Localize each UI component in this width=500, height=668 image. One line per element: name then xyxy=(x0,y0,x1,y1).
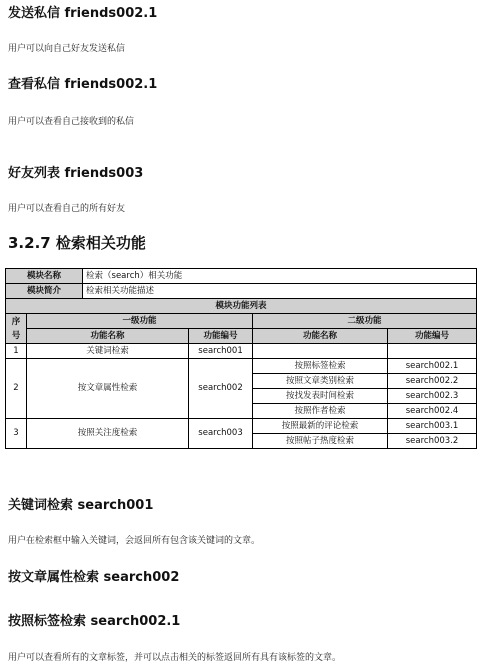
section-heading-send-message: 发送私信 friends002.1 xyxy=(8,6,158,21)
table-row xyxy=(6,284,477,299)
table-row xyxy=(6,344,477,359)
table-row xyxy=(6,419,477,434)
row-code: search003 xyxy=(189,419,253,449)
sub-code xyxy=(388,344,477,359)
row-name: 关键词检索 xyxy=(27,344,189,359)
sub-name xyxy=(253,344,388,359)
section-heading-friend-list: 好友列表 friends003 xyxy=(8,166,144,181)
module-intro-value: 检索相关功能描述 xyxy=(83,284,477,299)
level2-code-header: 功能编号 xyxy=(388,329,477,344)
row-seq: 1 xyxy=(6,344,27,359)
sub-name: 按照标签检索 xyxy=(253,359,388,374)
section-heading-tag-search: 按照标签检索 search002.1 xyxy=(8,614,181,629)
sub-name: 按照最新的评论检索 xyxy=(253,419,388,434)
module-name-value: 检索（search）相关功能 xyxy=(83,269,477,284)
section-desc-tag-search: 用户可以查看所有的文章标签，并可以点击相关的标签返回所有具有该标签的文章。 xyxy=(8,653,342,663)
sub-code: search002.4 xyxy=(388,404,477,419)
sub-name: 按照作者检索 xyxy=(253,404,388,419)
section-desc-view-message: 用户可以查看自己接收到的私信 xyxy=(8,117,135,127)
sub-code: search002.2 xyxy=(388,374,477,389)
table-row xyxy=(6,329,477,344)
sub-name: 按照帖子热度检索 xyxy=(253,434,388,449)
row-name: 按文章属性检索 xyxy=(27,359,189,419)
seq-header: 序号 xyxy=(6,314,27,344)
level1-code-header: 功能编号 xyxy=(189,329,253,344)
row-code: search002 xyxy=(189,359,253,419)
section-heading-view-message: 查看私信 friends002.1 xyxy=(8,77,158,92)
section-desc-friend-list: 用户可以查看自己的所有好友 xyxy=(8,204,126,214)
row-seq: 3 xyxy=(6,419,27,449)
table-row xyxy=(6,359,477,374)
module-name-label: 模块名称 xyxy=(6,269,83,284)
table-row xyxy=(6,314,477,329)
row-code: search001 xyxy=(189,344,253,359)
module-table xyxy=(5,268,477,449)
level1-header: 一级功能 xyxy=(27,314,253,329)
section-heading-keyword-search: 关键词检索 search001 xyxy=(8,498,154,513)
sub-code: search002.1 xyxy=(388,359,477,374)
level1-name-header: 功能名称 xyxy=(27,329,189,344)
table-row xyxy=(6,269,477,284)
sub-name: 按照文章类别检索 xyxy=(253,374,388,389)
row-seq: 2 xyxy=(6,359,27,419)
row-name: 按照关注度检索 xyxy=(27,419,189,449)
main-heading: 3.2.7 检索相关功能 xyxy=(8,234,146,252)
sub-code: search003.2 xyxy=(388,434,477,449)
module-intro-label: 模块简介 xyxy=(6,284,83,299)
sub-code: search003.1 xyxy=(388,419,477,434)
table-row xyxy=(6,299,477,314)
section-desc-send-message: 用户可以向自己好友发送私信 xyxy=(8,44,126,54)
section-heading-attribute-search: 按文章属性检索 search002 xyxy=(8,570,180,585)
level2-name-header: 功能名称 xyxy=(253,329,388,344)
sub-name: 按找发表时间检索 xyxy=(253,389,388,404)
function-list-title: 模块功能列表 xyxy=(6,299,477,314)
sub-code: search002.3 xyxy=(388,389,477,404)
level2-header: 二级功能 xyxy=(253,314,477,329)
section-desc-keyword-search: 用户在检索框中输入关键词，会返回所有包含该关键词的文章。 xyxy=(8,536,261,546)
